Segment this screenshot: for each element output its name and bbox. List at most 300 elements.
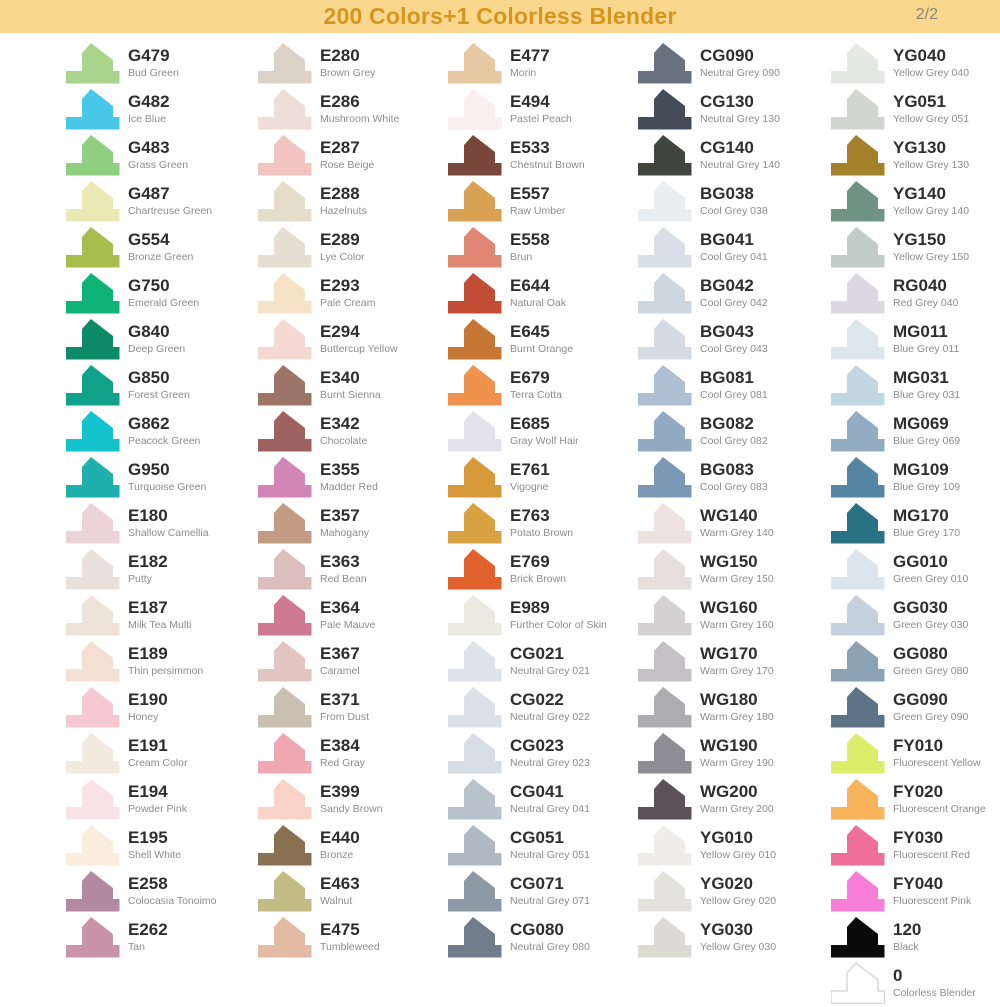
color-code: BG082 xyxy=(700,414,754,433)
marker-swatch-icon xyxy=(638,225,692,268)
color-name: Green Grey 030 xyxy=(893,618,969,631)
page-number: 2/2 xyxy=(915,6,938,23)
color-name: Pale Mauve xyxy=(320,618,376,631)
marker-swatch-icon xyxy=(831,87,885,130)
color-name: Natural Oak xyxy=(510,296,567,309)
color-entry xyxy=(66,179,254,225)
color-code: E533 xyxy=(510,138,550,157)
color-entry xyxy=(66,87,254,133)
color-entry xyxy=(638,915,826,961)
marker-swatch-icon xyxy=(831,731,885,774)
color-entry xyxy=(448,317,636,363)
color-entry xyxy=(638,869,826,915)
color-entry xyxy=(831,501,1000,547)
color-code: E182 xyxy=(128,552,168,571)
color-entry xyxy=(448,41,636,87)
color-code: YG040 xyxy=(893,46,946,65)
color-code: FY030 xyxy=(893,828,944,847)
color-name: Walnut xyxy=(320,894,353,907)
marker-swatch-icon xyxy=(258,363,312,406)
color-name: Fluorescent Pink xyxy=(893,894,972,907)
color-code: E287 xyxy=(320,138,360,157)
color-entry xyxy=(831,593,1000,639)
color-code: MG011 xyxy=(893,322,948,341)
color-name: Milk Tea Multi xyxy=(128,618,192,631)
color-name: Cream Color xyxy=(128,756,188,769)
marker-swatch-icon xyxy=(258,87,312,130)
color-code: E761 xyxy=(510,460,550,479)
marker-swatch-icon xyxy=(66,133,120,176)
color-name: Tumbleweed xyxy=(320,940,380,953)
color-code: MG031 xyxy=(893,368,949,387)
marker-swatch-icon xyxy=(258,547,312,590)
color-entry xyxy=(258,225,446,271)
color-name: Green Grey 080 xyxy=(893,664,969,677)
color-code: RG040 xyxy=(893,276,947,295)
marker-swatch-icon xyxy=(448,501,502,544)
color-code: E769 xyxy=(510,552,550,571)
color-code: BG081 xyxy=(700,368,754,387)
color-name: Cool Grey 083 xyxy=(700,480,768,493)
color-code: E475 xyxy=(320,920,360,939)
color-code: E463 xyxy=(320,874,360,893)
color-name: Brick Brown xyxy=(510,572,567,585)
color-code: E195 xyxy=(128,828,168,847)
color-code: CG021 xyxy=(510,644,564,663)
color-name: Warm Grey 140 xyxy=(700,526,774,539)
color-entry xyxy=(448,823,636,869)
color-entry xyxy=(448,593,636,639)
color-name: Neutral Grey 090 xyxy=(700,66,780,79)
color-code: E371 xyxy=(320,690,360,709)
color-code: E644 xyxy=(510,276,550,295)
marker-swatch-icon xyxy=(448,639,502,682)
color-code: E340 xyxy=(320,368,360,387)
marker-swatch-icon xyxy=(448,685,502,728)
color-code: FY040 xyxy=(893,874,944,893)
marker-swatch-icon xyxy=(831,915,885,958)
color-entry xyxy=(258,731,446,777)
color-code: G850 xyxy=(128,368,170,387)
color-name: Honey xyxy=(128,710,159,723)
marker-swatch-icon xyxy=(66,409,120,452)
color-entry xyxy=(638,593,826,639)
marker-swatch-icon xyxy=(638,685,692,728)
color-name: Blue Grey 031 xyxy=(893,388,961,401)
color-code: E357 xyxy=(320,506,360,525)
color-code: E187 xyxy=(128,598,168,617)
color-code: CG090 xyxy=(700,46,754,65)
color-entry xyxy=(66,455,254,501)
color-name: Grass Green xyxy=(128,158,189,171)
color-code: E180 xyxy=(128,506,168,525)
color-entry xyxy=(258,777,446,823)
marker-swatch-icon xyxy=(66,915,120,958)
color-entry xyxy=(258,271,446,317)
color-entry xyxy=(448,455,636,501)
marker-swatch-icon xyxy=(448,777,502,820)
color-code: FY010 xyxy=(893,736,944,755)
color-name: Cool Grey 042 xyxy=(700,296,768,309)
color-name: Madder Red xyxy=(320,480,378,493)
color-entry xyxy=(258,593,446,639)
color-name: Brun xyxy=(510,250,533,263)
color-name: Caramel xyxy=(320,664,360,677)
marker-swatch-icon xyxy=(448,87,502,130)
color-name: Warm Grey 150 xyxy=(700,572,774,585)
marker-swatch-icon xyxy=(66,87,120,130)
color-entry xyxy=(448,777,636,823)
color-code: MG069 xyxy=(893,414,949,433)
marker-swatch-icon xyxy=(66,271,120,314)
color-name: Neutral Grey 140 xyxy=(700,158,780,171)
color-entry xyxy=(831,455,1000,501)
marker-swatch-icon xyxy=(448,225,502,268)
color-code: 120 xyxy=(893,920,922,939)
color-name: Emerald Green xyxy=(128,296,200,309)
color-entry xyxy=(638,179,826,225)
marker-swatch-icon xyxy=(66,869,120,912)
color-name: Rose Beige xyxy=(320,158,375,171)
color-code: CG041 xyxy=(510,782,564,801)
color-code: YG150 xyxy=(893,230,946,249)
color-code: CG022 xyxy=(510,690,564,709)
color-code: E280 xyxy=(320,46,360,65)
color-code: E190 xyxy=(128,690,168,709)
marker-swatch-icon xyxy=(258,639,312,682)
color-code: E286 xyxy=(320,92,360,111)
marker-swatch-icon xyxy=(831,961,885,1004)
color-name: Neutral Grey 080 xyxy=(510,940,590,953)
color-name: Fluorescent Yellow xyxy=(893,756,981,769)
color-name: Buttercup Yellow xyxy=(320,342,398,355)
color-name: Bronze Green xyxy=(128,250,194,263)
marker-swatch-icon xyxy=(831,317,885,360)
marker-swatch-icon xyxy=(831,501,885,544)
marker-swatch-icon xyxy=(448,731,502,774)
color-name: Blue Grey 109 xyxy=(893,480,961,493)
color-name: Burnt Orange xyxy=(510,342,574,355)
color-entry xyxy=(831,869,1000,915)
marker-swatch-icon xyxy=(638,823,692,866)
color-name: Powder Pink xyxy=(128,802,187,815)
marker-swatch-icon xyxy=(638,501,692,544)
color-name: Warm Grey 190 xyxy=(700,756,774,769)
color-entry xyxy=(831,363,1000,409)
color-code: WG170 xyxy=(700,644,758,663)
color-name: Neutral Grey 051 xyxy=(510,848,590,861)
color-name: Warm Grey 200 xyxy=(700,802,774,815)
marker-swatch-icon xyxy=(638,593,692,636)
color-entry xyxy=(66,639,254,685)
color-entry xyxy=(66,731,254,777)
marker-swatch-icon xyxy=(831,409,885,452)
color-name: Terra Cotta xyxy=(510,388,562,401)
color-code: WG160 xyxy=(700,598,758,617)
marker-swatch-icon xyxy=(258,455,312,498)
color-entry xyxy=(831,225,1000,271)
color-code: YG010 xyxy=(700,828,753,847)
marker-swatch-icon xyxy=(831,225,885,268)
marker-swatch-icon xyxy=(448,409,502,452)
color-entry xyxy=(258,869,446,915)
color-code: GG080 xyxy=(893,644,948,663)
color-code: E342 xyxy=(320,414,360,433)
color-name: From Dust xyxy=(320,710,370,723)
color-entry xyxy=(448,639,636,685)
color-name: Mahogany xyxy=(320,526,370,539)
color-name: Hazelnuts xyxy=(320,204,367,217)
color-entry xyxy=(258,501,446,547)
color-entry xyxy=(831,685,1000,731)
color-entry xyxy=(66,363,254,409)
color-entry xyxy=(638,547,826,593)
color-name: Fluorescent Orange xyxy=(893,802,986,815)
color-code: GG030 xyxy=(893,598,948,617)
color-code: E367 xyxy=(320,644,360,663)
marker-swatch-icon xyxy=(638,363,692,406)
marker-swatch-icon xyxy=(258,317,312,360)
color-entry xyxy=(638,501,826,547)
color-entry xyxy=(258,363,446,409)
color-code: G950 xyxy=(128,460,170,479)
color-entry xyxy=(831,317,1000,363)
color-entry xyxy=(66,225,254,271)
color-entry xyxy=(448,685,636,731)
color-name: Chartreuse Green xyxy=(128,204,213,217)
color-name: Shell White xyxy=(128,848,182,861)
color-code: E399 xyxy=(320,782,360,801)
color-code: CG130 xyxy=(700,92,754,111)
color-code: E558 xyxy=(510,230,550,249)
color-code: E294 xyxy=(320,322,360,341)
marker-swatch-icon xyxy=(66,685,120,728)
marker-swatch-icon xyxy=(638,271,692,314)
color-name: Pastel Peach xyxy=(510,112,572,125)
color-entry xyxy=(638,777,826,823)
color-name: Fluorescent Red xyxy=(893,848,971,861)
marker-swatch-icon xyxy=(638,87,692,130)
color-entry xyxy=(638,823,826,869)
color-code: E363 xyxy=(320,552,360,571)
color-name: Ice Blue xyxy=(128,112,166,125)
color-name: Sandy Brown xyxy=(320,802,383,815)
color-entry xyxy=(66,41,254,87)
marker-swatch-icon xyxy=(638,317,692,360)
color-code: G862 xyxy=(128,414,170,433)
color-code: YG051 xyxy=(893,92,946,111)
color-entry xyxy=(258,639,446,685)
color-entry xyxy=(448,87,636,133)
color-entry xyxy=(638,225,826,271)
color-code: E557 xyxy=(510,184,550,203)
marker-swatch-icon xyxy=(258,731,312,774)
marker-swatch-icon xyxy=(66,41,120,84)
marker-swatch-icon xyxy=(448,317,502,360)
color-name: Red Grey 040 xyxy=(893,296,959,309)
marker-swatch-icon xyxy=(66,363,120,406)
color-code: E288 xyxy=(320,184,360,203)
marker-swatch-icon xyxy=(258,685,312,728)
marker-swatch-icon xyxy=(448,593,502,636)
color-code: WG190 xyxy=(700,736,758,755)
color-entry xyxy=(448,133,636,179)
color-code: E191 xyxy=(128,736,168,755)
color-entry xyxy=(831,133,1000,179)
color-entry xyxy=(448,501,636,547)
color-entry xyxy=(258,547,446,593)
color-name: Putty xyxy=(128,572,152,585)
marker-swatch-icon xyxy=(638,547,692,590)
color-entry xyxy=(258,823,446,869)
color-name: Thin persimmon xyxy=(128,664,204,677)
color-code: E494 xyxy=(510,92,550,111)
color-name: Cool Grey 082 xyxy=(700,434,768,447)
marker-swatch-icon xyxy=(638,777,692,820)
color-entry xyxy=(448,869,636,915)
color-name: Neutral Grey 071 xyxy=(510,894,590,907)
marker-swatch-icon xyxy=(831,179,885,222)
marker-swatch-icon xyxy=(831,685,885,728)
marker-swatch-icon xyxy=(258,915,312,958)
color-entry xyxy=(638,409,826,455)
color-code: G554 xyxy=(128,230,170,249)
color-entry xyxy=(448,409,636,455)
color-name: Morin xyxy=(510,66,537,79)
color-entry xyxy=(66,915,254,961)
color-name: Yellow Grey 010 xyxy=(700,848,777,861)
marker-swatch-icon xyxy=(258,271,312,314)
color-name: Potato Brown xyxy=(510,526,574,539)
marker-swatch-icon xyxy=(831,547,885,590)
color-code: E440 xyxy=(320,828,360,847)
color-entry xyxy=(638,41,826,87)
color-code: G750 xyxy=(128,276,170,295)
color-code: BG042 xyxy=(700,276,754,295)
marker-swatch-icon xyxy=(66,317,120,360)
marker-swatch-icon xyxy=(638,133,692,176)
color-code: E289 xyxy=(320,230,360,249)
color-code: G840 xyxy=(128,322,170,341)
color-name: Yellow Grey 051 xyxy=(893,112,970,125)
color-code: E355 xyxy=(320,460,360,479)
color-name: Green Grey 090 xyxy=(893,710,969,723)
color-name: Cool Grey 041 xyxy=(700,250,768,263)
color-entry xyxy=(448,271,636,317)
color-entry xyxy=(66,501,254,547)
color-code: FY020 xyxy=(893,782,944,801)
color-name: Turquoise Green xyxy=(128,480,207,493)
color-entry xyxy=(831,87,1000,133)
color-entry xyxy=(258,179,446,225)
color-code: E645 xyxy=(510,322,550,341)
color-name: Red Bean xyxy=(320,572,367,585)
color-code: CG023 xyxy=(510,736,564,755)
color-code: E364 xyxy=(320,598,360,617)
color-name: Yellow Grey 020 xyxy=(700,894,777,907)
marker-swatch-icon xyxy=(831,133,885,176)
color-code: E685 xyxy=(510,414,550,433)
marker-swatch-icon xyxy=(448,179,502,222)
color-code: E763 xyxy=(510,506,550,525)
color-name: Neutral Grey 041 xyxy=(510,802,590,815)
color-name: Colorless Blender xyxy=(893,986,976,999)
marker-swatch-icon xyxy=(258,501,312,544)
color-name: Yellow Grey 130 xyxy=(893,158,970,171)
color-code: MG109 xyxy=(893,460,949,479)
color-entry xyxy=(831,777,1000,823)
color-name: Cool Grey 038 xyxy=(700,204,768,217)
color-entry xyxy=(638,455,826,501)
marker-swatch-icon xyxy=(831,271,885,314)
marker-swatch-icon xyxy=(831,363,885,406)
color-name: Red Gray xyxy=(320,756,365,769)
color-entry xyxy=(638,317,826,363)
color-name: Warm Grey 170 xyxy=(700,664,774,677)
color-entry xyxy=(638,731,826,777)
marker-swatch-icon xyxy=(638,455,692,498)
color-code: E477 xyxy=(510,46,550,65)
color-name: Cool Grey 081 xyxy=(700,388,768,401)
marker-swatch-icon xyxy=(66,455,120,498)
color-code: E189 xyxy=(128,644,168,663)
color-entry xyxy=(448,731,636,777)
color-name: Green Grey 010 xyxy=(893,572,969,585)
color-name: Bronze xyxy=(320,848,354,861)
color-entry xyxy=(831,271,1000,317)
marker-swatch-icon xyxy=(258,41,312,84)
color-entry xyxy=(831,41,1000,87)
color-entry xyxy=(638,363,826,409)
marker-swatch-icon xyxy=(66,593,120,636)
marker-swatch-icon xyxy=(638,409,692,452)
marker-swatch-icon xyxy=(66,501,120,544)
marker-swatch-icon xyxy=(831,777,885,820)
color-name: Black xyxy=(893,940,919,953)
color-code: 0 xyxy=(893,966,903,985)
color-entry xyxy=(258,317,446,363)
color-code: CG071 xyxy=(510,874,564,893)
marker-swatch-icon xyxy=(638,915,692,958)
color-name: Bud Green xyxy=(128,66,179,79)
color-entry xyxy=(258,409,446,455)
marker-swatch-icon xyxy=(448,363,502,406)
color-entry xyxy=(831,961,1000,1007)
color-code: BG083 xyxy=(700,460,754,479)
marker-swatch-icon xyxy=(66,823,120,866)
color-entry xyxy=(66,593,254,639)
color-code: E384 xyxy=(320,736,360,755)
color-entry xyxy=(258,87,446,133)
marker-swatch-icon xyxy=(448,133,502,176)
marker-swatch-icon xyxy=(258,869,312,912)
color-entry xyxy=(66,869,254,915)
color-code: BG043 xyxy=(700,322,754,341)
marker-swatch-icon xyxy=(448,915,502,958)
color-entry xyxy=(448,225,636,271)
color-name: Peacock Green xyxy=(128,434,201,447)
color-name: Yellow Grey 030 xyxy=(700,940,777,953)
marker-swatch-icon xyxy=(448,823,502,866)
color-name: Chestnut Brown xyxy=(510,158,585,171)
color-entry xyxy=(638,133,826,179)
color-name: Vigogne xyxy=(510,480,549,493)
color-code: G482 xyxy=(128,92,170,111)
color-name: Blue Grey 011 xyxy=(893,342,960,355)
color-name: Tan xyxy=(128,940,145,953)
color-entry xyxy=(448,179,636,225)
color-code: GG090 xyxy=(893,690,948,709)
